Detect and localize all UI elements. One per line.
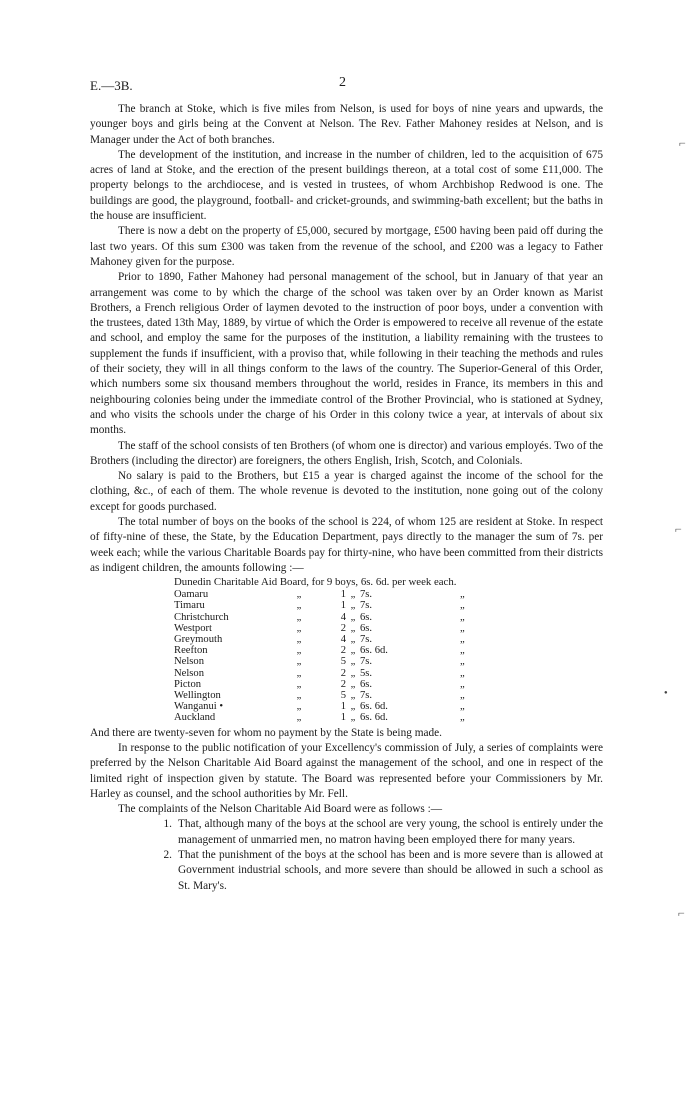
- ditto-mark: „: [296, 667, 302, 679]
- aid-board-row: [174, 589, 474, 600]
- aid-board-row: [174, 668, 474, 679]
- weekly-rate: 6s.: [360, 678, 373, 690]
- complaint-item: [148, 817, 603, 848]
- weekly-rate: 5s.: [360, 667, 373, 679]
- boys-count: 5: [340, 690, 346, 702]
- paragraph: The branch at Stoke, which is five miles from Nelson, is used for boys of nine years and upwards, the younger boys and girls being at the Convent at Nelson. The Rev. Father Mahoney resides at Nelson, and is Manager under the Act of both branches.: [90, 103, 603, 146]
- paragraph: The total number of boys on the books of the school is 224, of whom 125 are resident at Stoke. In respect of fifty-nine of these, the State, by the Education Department, pays directly to the manager the sum of 7s. per week each; while the various Charitable Boards pay for thirty-nine, who have been committed from their districts as indigent children, the amounts following :—: [90, 516, 603, 574]
- ditto-mark: „: [460, 667, 465, 679]
- ditto-mark: „: [460, 600, 465, 612]
- ditto-mark: „: [296, 634, 302, 646]
- boys-count: 2: [340, 678, 346, 690]
- aid-board-place: Timaru: [174, 600, 205, 612]
- aid-board-row: [174, 712, 474, 723]
- complaint-text: That, although many of the boys at the school are very young, the school is entirely under the management of unmarried men, no matron having been employed there for many years.: [178, 818, 603, 846]
- ditto-mark: „: [296, 690, 302, 702]
- paragraph: The staff of the school consists of ten Brothers (of whom one is director) and various employés. Two of the Brothers (including the director) are foreigners, the others English, Irish, Scotch, and Colonials.: [90, 439, 603, 467]
- ditto-mark: „: [350, 690, 356, 702]
- paragraph: Prior to 1890, Father Mahoney had personal management of the school, but in January of that year an arrangement was come to by which the charge of the school was taken over by an Order known as Marist Brothers, a French religious Order of laymen devoted to the instruction of poor boys, under a convention with the trustees, dated 13th May, 1889, by virtue of which the Order is empowered to receive all revenue of the estate and school, and employ the same for the purposes of the institution, a liability remaining with the trustees to supplement the funds if insufficient, with a proviso that, while following in their teaching the methods and rules of their society, they will in all things conform to the laws of the country. The Superior-General of this Order, which numbers some six thousand members throughout the world, resides in France, its members in this and neighbouring colonies being under the immediate control of the Brother Provincial, who is stationed at Sydney, and who visits the schools under the charge of his Order in this colony twice a year, at intervals of about six months.: [90, 271, 603, 437]
- paragraph: And there are twenty-seven for whom no payment by the State is being made.: [90, 726, 442, 739]
- aid-board-place: Auckland: [174, 712, 216, 724]
- boys-count: 1: [340, 600, 346, 612]
- aid-board-place: Oamaru: [174, 589, 209, 601]
- ditto-mark: „: [296, 611, 302, 623]
- complaint-number: 2.: [163, 849, 172, 862]
- ditto-mark: „: [350, 589, 356, 601]
- ditto-mark: „: [460, 611, 465, 623]
- weekly-rate: 7s.: [360, 690, 373, 702]
- boys-count: 5: [340, 656, 346, 668]
- aid-board-row: [174, 645, 474, 656]
- aid-board-row: [174, 701, 474, 712]
- ditto-mark: „: [350, 600, 356, 612]
- ditto-mark: „: [460, 690, 465, 702]
- complaints-list: [148, 817, 603, 893]
- ditto-mark: „: [460, 634, 465, 646]
- ditto-mark: „: [350, 611, 356, 623]
- ditto-mark: „: [460, 712, 465, 724]
- document-body: [90, 102, 603, 894]
- ditto-mark: „: [350, 656, 356, 668]
- aid-board-place: Wanganui •: [174, 701, 224, 713]
- paragraph: In response to the public notification of your Excellency's commission of July, a series of complaints were preferred by the Nelson Charitable Aid Board against the management of the school, and one in respect of the limited right of inspection given by statute. The Board was represented before your Commissioners by Mr. Harley as counsel, and the school authorities by Mr. Fell.: [90, 741, 603, 800]
- aid-board-place: Christchurch: [174, 611, 229, 623]
- ditto-mark: „: [296, 712, 302, 724]
- ditto-mark: „: [296, 600, 302, 612]
- ditto-mark: „: [460, 678, 465, 690]
- aid-board-row: [174, 600, 474, 611]
- boys-count: 2: [340, 645, 346, 657]
- weekly-rate: 7s.: [360, 656, 373, 668]
- weekly-rate: 6s. 6d.: [360, 712, 388, 724]
- aid-board-place: Westport: [174, 622, 212, 634]
- ditto-mark: „: [350, 622, 356, 634]
- ditto-mark: „: [460, 656, 465, 668]
- ditto-mark: „: [296, 645, 302, 657]
- weekly-rate: 6s.: [360, 611, 373, 623]
- ditto-mark: „: [296, 622, 302, 634]
- weekly-rate: 7s.: [360, 600, 373, 612]
- weekly-rate: 6s.: [360, 622, 373, 634]
- paragraph: The complaints of the Nelson Charitable Aid Board were as follows :—: [118, 803, 443, 816]
- page-number: 2: [339, 75, 346, 90]
- weekly-rate: 6s. 6d.: [360, 701, 388, 713]
- ditto-mark: „: [350, 712, 356, 724]
- aid-board-place: Wellington: [174, 690, 221, 702]
- aid-board-first-line: Dunedin Charitable Aid Board, for 9 boys, 6s. 6d. per week each.: [174, 576, 457, 589]
- boys-count: 1: [340, 589, 346, 601]
- aid-board-place: Reefton: [174, 645, 208, 657]
- boys-count: 4: [340, 611, 346, 623]
- aid-board-row: [174, 690, 474, 701]
- margin-dot: ●: [664, 690, 668, 696]
- paragraph: There is now a debt on the property of £5,000, secured by mortgage, £500 having been paid off during the last two years. Of this sum £300 was taken from the revenue of the school, and £200 was a legacy to Father Mahoney given for the purpose.: [90, 225, 603, 268]
- aid-board-place: Picton: [174, 678, 202, 690]
- margin-mark: ⌐: [679, 136, 686, 150]
- ditto-mark: „: [350, 678, 356, 690]
- complaint-number: 1.: [163, 818, 172, 831]
- ditto-mark: „: [350, 667, 356, 679]
- ditto-mark: „: [296, 678, 302, 690]
- aid-board-row: [174, 612, 474, 623]
- weekly-rate: 7s.: [360, 589, 373, 601]
- ditto-mark: „: [460, 701, 465, 713]
- boys-count: 2: [340, 622, 346, 634]
- ditto-mark: „: [460, 589, 465, 601]
- ditto-mark: „: [296, 656, 302, 668]
- complaint-text: That the punishment of the boys at the school has been and is more severe than is allowed at Government industrial schools, and more severe than should be allowed in such a school as St. Mary's.: [178, 849, 603, 892]
- ditto-mark: „: [350, 701, 356, 713]
- ditto-mark: „: [350, 645, 356, 657]
- document-reference: E.—3B.: [90, 78, 133, 93]
- weekly-rate: 6s. 6d.: [360, 645, 388, 657]
- paragraph: The development of the institution, and increase in the number of children, led to the acquisition of 675 acres of land at Stoke, and the erection of the present buildings thereon, at a total cost of some £11,000. The property belongs to the archdiocese, and is vested in trustees, of whom Archbishop Redwood is one. The buildings are good, the playground, football- and cricket-grounds, and swimming-bath excellent; but the baths in the house are insufficient.: [90, 148, 603, 223]
- boys-count: 1: [340, 701, 346, 713]
- aid-board-row: [174, 679, 474, 690]
- aid-board-place: Nelson: [174, 667, 205, 679]
- aid-board-row: [174, 656, 474, 667]
- boys-count: 4: [340, 634, 346, 646]
- aid-board-table: [174, 589, 474, 723]
- paragraph: No salary is paid to the Brothers, but £15 a year is charged against the income of the school for the clothing, &c., of each of them. The whole revenue is devoted to the institution, none going out of the colony except for goods purchased.: [90, 470, 603, 513]
- aid-board-row: [174, 623, 474, 634]
- margin-mark: ⌐: [675, 522, 682, 536]
- ditto-mark: „: [350, 634, 356, 646]
- ditto-mark: „: [460, 645, 465, 657]
- aid-board-row: [174, 634, 474, 645]
- boys-count: 2: [340, 667, 346, 679]
- aid-board-place: Nelson: [174, 656, 205, 668]
- ditto-mark: „: [296, 701, 302, 713]
- weekly-rate: 7s.: [360, 634, 373, 646]
- aid-board-place: Greymouth: [174, 634, 223, 646]
- boys-count: 1: [340, 712, 346, 724]
- ditto-mark: „: [296, 589, 302, 601]
- complaint-item: [148, 848, 603, 894]
- ditto-mark: „: [460, 622, 465, 634]
- margin-mark: ⌐: [678, 906, 685, 920]
